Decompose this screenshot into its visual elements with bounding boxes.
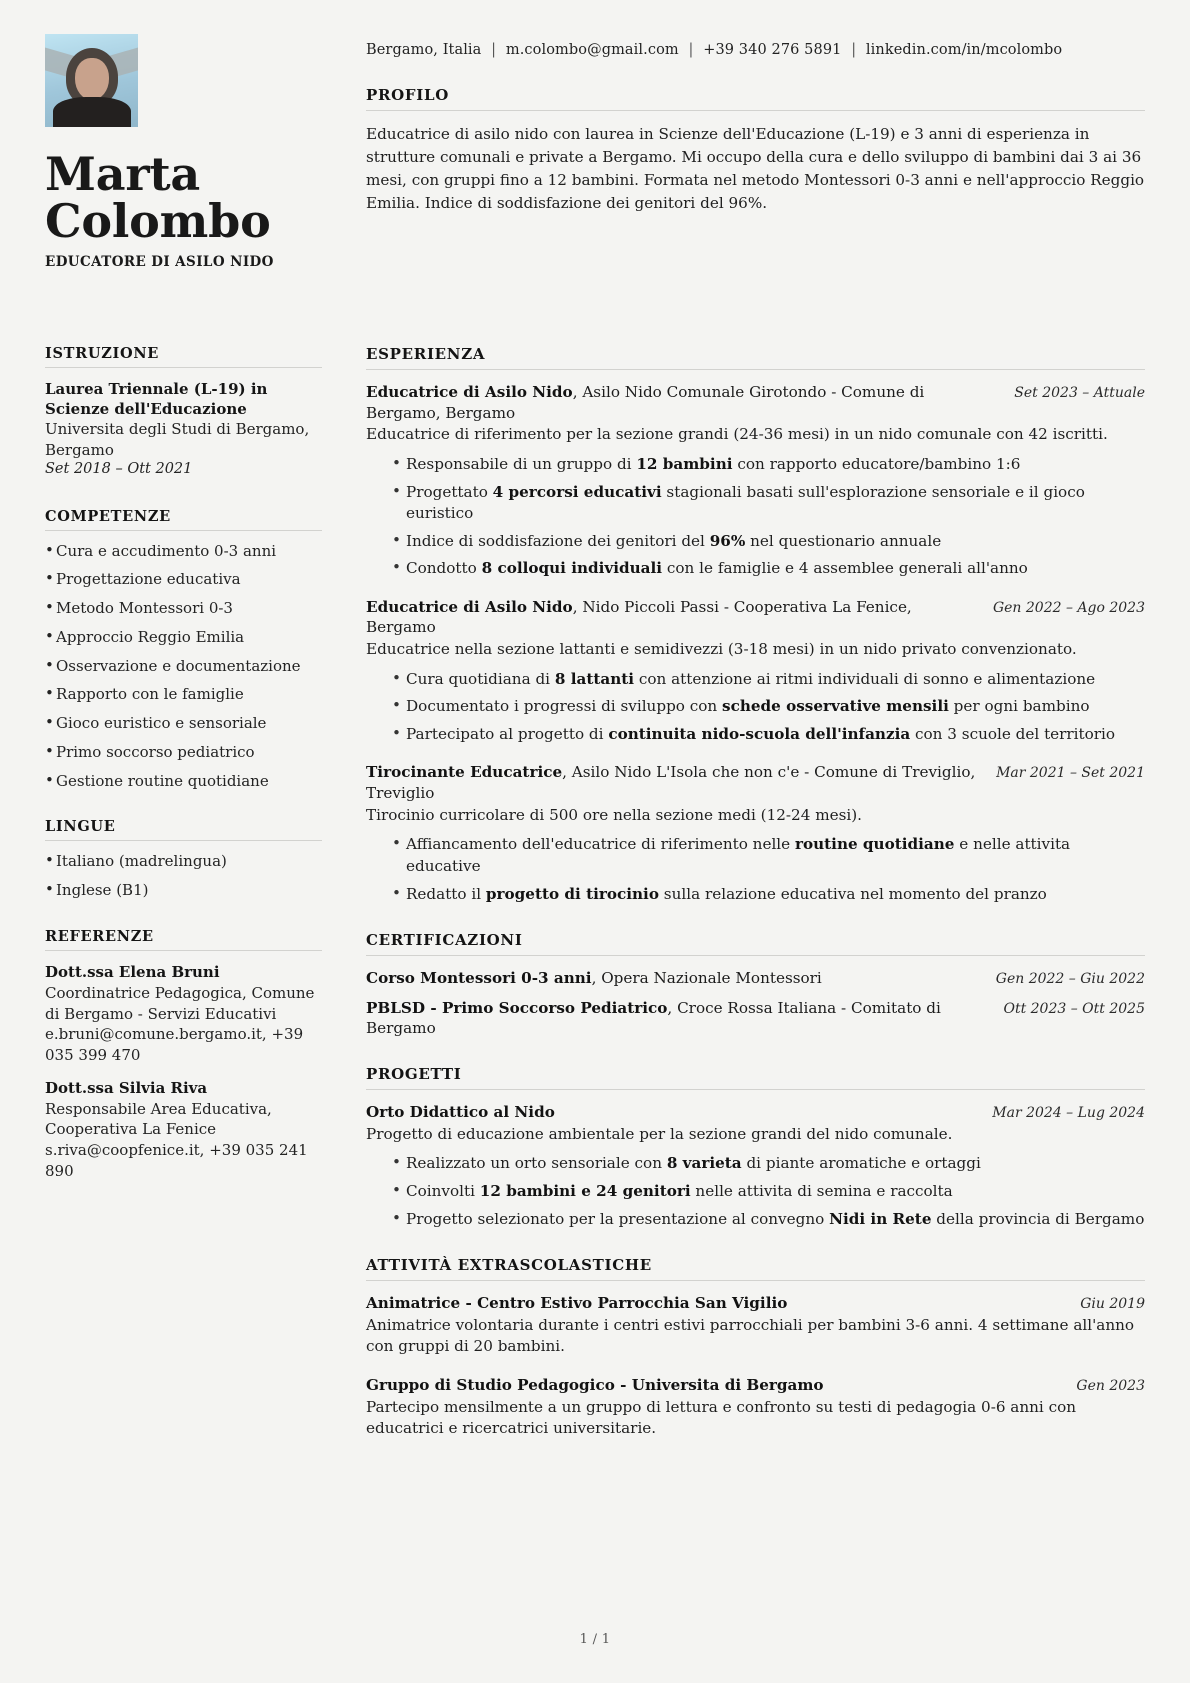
avatar-shoulders	[53, 97, 131, 127]
section-certifications	[366, 931, 1145, 1039]
bullet-post: con le famiglie e 4 assemblee generali all'anno	[662, 559, 1028, 578]
entry-headline	[366, 998, 987, 1039]
certification-title: PBLSD - Primo Soccorso Pediatrico	[366, 998, 668, 1017]
reference-name: Dott.ssa Elena Bruni	[45, 962, 220, 981]
entry-headline	[366, 1293, 1064, 1314]
extracurricular-entry	[366, 1293, 1145, 1358]
list-item	[392, 884, 1145, 906]
section-divider	[45, 530, 322, 531]
bullet-post: con 3 scuole del territorio	[910, 724, 1116, 743]
entry-role: Educatrice di Asilo Nido	[366, 383, 573, 401]
header-summary	[322, 34, 1145, 331]
section-heading-certificazioni: CERTIFICAZIONI	[366, 931, 523, 950]
main-column	[322, 331, 1145, 1466]
entry-date: Mar 2021 – Set 2021	[996, 765, 1145, 782]
bullet-pre: Documentato i progressi di sviluppo con	[406, 697, 723, 716]
bullet-highlight: 8 colloqui individuali	[481, 559, 663, 578]
avatar-face	[75, 58, 109, 100]
bullet-pre: Progetto selezionato per la presentazione al convegno	[406, 1209, 830, 1228]
section-divider	[45, 950, 322, 951]
entry-date: Giu 2019	[1080, 1296, 1145, 1313]
entry-role: Tirocinante Educatrice	[366, 763, 563, 782]
entry-organization: Asilo Nido Comunale Girotondo - Comune di Bergamo, Bergamo	[366, 383, 925, 422]
list-item	[392, 696, 1145, 718]
bullet-highlight: 8 lattanti	[554, 669, 635, 688]
entry-bullets	[366, 1153, 1145, 1230]
entry-header	[366, 968, 1145, 989]
candidate-first-name: Marta	[45, 147, 201, 201]
section-heading-istruzione: ISTRUZIONE	[45, 345, 160, 362]
sidebar-section-references	[45, 928, 322, 1182]
reference-name: Dott.ssa Silvia Riva	[45, 1078, 208, 1097]
bullet-highlight: 12 bambini e 24 genitori	[479, 1181, 691, 1200]
section-heading-progetti: PROGETTI	[366, 1065, 462, 1084]
bullet-highlight: routine quotidiane	[794, 835, 955, 854]
section-heading-attivita-extrascolastiche: ATTIVITÀ EXTRASCOLASTICHE	[366, 1256, 652, 1275]
reference-item	[45, 1078, 322, 1182]
section-divider	[45, 840, 322, 841]
entry-organization: Nido Piccoli Passi - Cooperativa La Fenice, Bergamo	[366, 597, 912, 637]
candidate-last-name: Colombo	[45, 193, 271, 248]
reference-contact[interactable]: e.bruni@comune.bergamo.it, +39 035 399 470	[45, 1025, 304, 1064]
bullet-post: con attenzione ai ritmi individuali di sonno e alimentazione	[634, 669, 1096, 688]
list-item: • Metodo Montessori 0-3	[45, 599, 322, 618]
extracurricular-entry	[366, 1375, 1145, 1440]
candidate-job-title: EDUCATORE DI ASILO NIDO	[45, 253, 274, 270]
section-divider	[45, 367, 322, 368]
bullet-post: con rapporto educatore/bambino 1:6	[732, 454, 1021, 473]
section-heading-profile: PROFILO	[366, 86, 449, 104]
entry-header	[366, 762, 1145, 803]
section-heading-referenze: REFERENZE	[45, 927, 154, 945]
list-item: • Gioco euristico e sensoriale	[45, 714, 322, 733]
experience-entry	[366, 597, 1145, 746]
contact-separator: |	[851, 42, 857, 58]
bullet-pre: Redatto il	[406, 884, 486, 903]
bullet-post: della provincia di Bergamo	[931, 1209, 1145, 1228]
certification-entry	[366, 998, 1145, 1039]
entry-role-separator: ,	[667, 998, 678, 1017]
list-item	[392, 558, 1145, 580]
section-extracurricular	[366, 1256, 1145, 1440]
bullet-pre: Affiancamento dell'educatrice di riferimento nelle	[406, 835, 795, 854]
section-projects	[366, 1065, 1145, 1230]
list-item: • Primo soccorso pediatrico	[45, 743, 322, 762]
bullet-pre: Indice di soddisfazione dei genitori del	[406, 531, 710, 550]
sidebar-section-skills	[45, 508, 322, 791]
entry-header	[366, 382, 1145, 423]
entry-summary: Tirocinio curricolare di 500 ore nella sezione medi (12-24 mesi).	[366, 805, 862, 824]
entry-summary: Partecipo mensilmente a un gruppo di lettura e confronto su testi di pedagogia 0-6 anni con educatrici e ricercatrici universitarie.	[366, 1397, 1077, 1438]
entry-summary: Progetto di educazione ambientale per la sezione grandi del nido comunale.	[366, 1124, 953, 1143]
bullet-pre: Coinvolti	[406, 1181, 480, 1200]
list-item	[392, 454, 1145, 476]
contact-separator: |	[688, 42, 694, 58]
entry-date: Gen 2022 – Ago 2023	[992, 599, 1145, 616]
sidebar-section-languages	[45, 818, 322, 900]
section-divider	[366, 369, 1145, 370]
languages-list	[45, 852, 322, 900]
list-item: • Inglese (B1)	[45, 881, 322, 900]
entry-role-separator: ,	[572, 383, 583, 401]
entry-organization: Asilo Nido L'Isola che non c'e - Comune di Treviglio, Treviglio	[366, 763, 976, 803]
bullet-post: di piante aromatiche e ortaggi	[741, 1154, 981, 1173]
entry-date: Mar 2024 – Lug 2024	[992, 1105, 1145, 1122]
section-divider	[366, 1089, 1145, 1090]
section-divider	[366, 1280, 1145, 1281]
bullet-highlight: Nidi in Rete	[829, 1209, 932, 1228]
education-item	[45, 379, 322, 480]
bullet-highlight: 4 percorsi educativi	[492, 482, 662, 501]
resume-body	[0, 331, 1190, 1466]
bullet-pre: Partecipato al progetto di	[406, 724, 609, 743]
entry-date: Gen 2022 – Giu 2022	[995, 971, 1145, 988]
entry-summary: Educatrice nella sezione lattanti e semidivezzi (3-18 mesi) in un nido privato convenzionato.	[366, 640, 1077, 659]
certification-issuer: Opera Nazionale Montessori	[601, 969, 822, 988]
certification-title: Corso Montessori 0-3 anni	[366, 969, 592, 988]
bullet-post: per ogni bambino	[948, 697, 1090, 716]
bullet-post: sulla relazione educativa nel momento del pranzo	[658, 884, 1047, 903]
education-date: Set 2018 – Ott 2021	[45, 460, 193, 477]
bullet-highlight: 12 bambini	[636, 454, 733, 473]
list-item: • Rapporto con le famiglie	[45, 685, 322, 704]
entry-headline	[366, 382, 998, 423]
reference-item	[45, 962, 322, 1066]
list-item: • Approccio Reggio Emilia	[45, 628, 322, 647]
entry-header	[366, 998, 1145, 1039]
bullet-post: nel questionario annuale	[745, 531, 942, 550]
reference-role: Responsabile Area Educativa, Cooperativa La Fenice	[45, 1099, 272, 1139]
activity-title: Animatrice - Centro Estivo Parrocchia San Vigilio	[366, 1294, 788, 1313]
list-item	[392, 834, 1145, 877]
sidebar-section-education	[45, 345, 322, 480]
section-divider	[366, 955, 1145, 956]
bullet-post: e nelle attivita educative	[406, 835, 1071, 875]
contact-phone[interactable]: +39 340 276 5891	[703, 42, 842, 58]
bullet-highlight: schede osservative mensili	[722, 697, 949, 716]
entry-bullets	[366, 454, 1145, 580]
entry-role: Educatrice di Asilo Nido	[366, 597, 573, 616]
reference-role: Coordinatrice Pedagogica, Comune di Bergamo - Servizi Educativi	[45, 983, 315, 1023]
list-item	[392, 724, 1145, 746]
header-identity	[45, 34, 322, 331]
entry-summary: Animatrice volontaria durante i centri estivi parrocchiali per bambini 3-6 anni. 4 settimane all'anno con gruppi di 20 bambini.	[366, 1315, 1135, 1356]
experience-entry	[366, 762, 1145, 905]
entry-date: Ott 2023 – Ott 2025	[1003, 1000, 1145, 1017]
list-item	[392, 1153, 1145, 1175]
entry-headline	[366, 968, 980, 989]
bullet-highlight: 96%	[709, 531, 746, 550]
list-item: • Gestione routine quotidiane	[45, 772, 322, 791]
candidate-name	[45, 147, 322, 248]
entry-headline	[366, 597, 977, 638]
activity-title: Gruppo di Studio Pedagogico - Universita di Bergamo	[366, 1375, 824, 1394]
bullet-pre: Realizzato un orto sensoriale con	[406, 1154, 667, 1173]
entry-headline	[366, 1102, 976, 1123]
entry-date: Gen 2023	[1076, 1377, 1145, 1394]
bullet-post: stagionali basati sull'esplorazione sensoriale e il gioco euristico	[406, 482, 1085, 523]
sidebar	[45, 331, 322, 1466]
entry-header	[366, 597, 1145, 638]
contact-line	[366, 42, 1145, 58]
entry-header	[366, 1293, 1145, 1314]
entry-role-separator: ,	[591, 969, 602, 988]
education-institution: Universita degli Studi di Bergamo, Bergamo	[45, 420, 310, 459]
page-indicator: 1 / 1	[579, 1632, 611, 1647]
resume-header	[0, 0, 1190, 331]
contact-linkedin[interactable]: linkedin.com/in/mcolombo	[865, 42, 1063, 58]
bullet-post: nelle attivita di semina e raccolta	[690, 1181, 953, 1200]
entry-role-separator: ,	[562, 763, 572, 782]
list-item	[392, 669, 1145, 691]
entry-date: Set 2023 – Attuale	[1014, 385, 1145, 401]
bullet-pre: Responsabile di un gruppo di	[406, 454, 637, 473]
contact-email[interactable]: m.colombo@gmail.com	[505, 42, 679, 58]
certification-issuer: Croce Rossa Italiana - Comitato di Bergamo	[366, 998, 941, 1038]
list-item	[392, 531, 1145, 553]
skills-list	[45, 542, 322, 791]
bullet-pre: Cura quotidiana di	[406, 669, 555, 688]
bullet-highlight: continuita nido-scuola dell'infanzia	[608, 724, 911, 743]
education-degree: Laurea Triennale (L-19) in Scienze dell'Educazione	[45, 380, 268, 419]
experience-entry	[366, 382, 1145, 580]
entry-header	[366, 1102, 1145, 1123]
contact-location: Bergamo, Italia	[366, 42, 482, 58]
project-entry	[366, 1102, 1145, 1230]
list-item: • Progettazione educativa	[45, 570, 322, 589]
bullet-highlight: progetto di tirocinio	[485, 884, 659, 903]
list-item: • Cura e accudimento 0-3 anni	[45, 542, 322, 561]
bullet-pre: Progettato	[406, 482, 493, 501]
list-item: • Osservazione e documentazione	[45, 657, 322, 676]
section-heading-lingue: LINGUE	[45, 818, 116, 836]
section-heading-esperienza: ESPERIENZA	[366, 345, 486, 363]
list-item	[392, 1181, 1145, 1203]
list-item	[392, 482, 1145, 525]
section-divider	[366, 110, 1145, 111]
entry-role-separator: ,	[572, 597, 583, 616]
profile-text: Educatrice di asilo nido con laurea in Scienze dell'Educazione (L-19) e 3 anni di esperienza in strutture comunali e private a Bergamo. Mi occupo della cura e dello sviluppo di bambini dai 3 ai 36 mesi, con gruppi fino a 12 bambini. Formata nel metodo Montessori 0-3 anni e nell'approccio Reggio Emilia. Indice di soddisfazione dei genitori del 96%.	[366, 125, 1145, 213]
bullet-pre: Condotto	[406, 559, 482, 578]
section-heading-competenze: COMPETENZE	[45, 507, 171, 525]
list-item: • Italiano (madrelingua)	[45, 852, 322, 871]
contact-separator: |	[491, 42, 497, 58]
entry-bullets	[366, 669, 1145, 746]
entry-summary: Educatrice di riferimento per la sezione grandi (24-36 mesi) in un nido comunale con 42 iscritti.	[366, 425, 1108, 444]
entry-headline	[366, 762, 980, 803]
project-title: Orto Didattico al Nido	[366, 1103, 555, 1122]
reference-contact[interactable]: s.riva@coopfenice.it, +39 035 241 890	[45, 1141, 308, 1180]
bullet-highlight: 8 varieta	[666, 1154, 742, 1173]
certification-entry	[366, 968, 1145, 989]
entry-headline	[366, 1375, 1060, 1396]
avatar	[45, 34, 138, 127]
entry-header	[366, 1375, 1145, 1396]
section-experience	[366, 345, 1145, 905]
list-item	[392, 1209, 1145, 1231]
entry-bullets	[366, 834, 1145, 905]
